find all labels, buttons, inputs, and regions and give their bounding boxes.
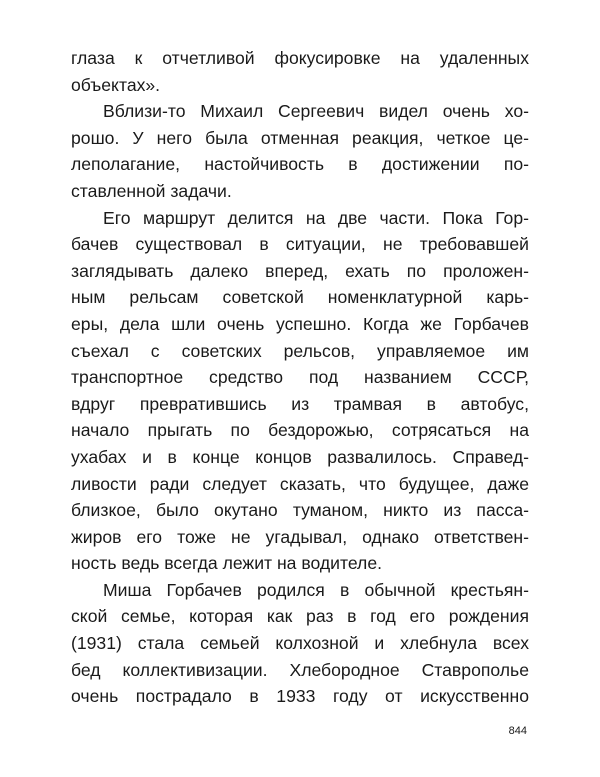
text-line: рошо. У него была отменная реакция, четкое це-	[71, 127, 529, 148]
text-line: глаза к отчетливой фокусировке на удаленных	[71, 48, 529, 68]
text-line: Миша Горбачев родился в обычной крестьян-	[103, 579, 529, 600]
text-line: ской семье, которая как раз в год его рождения	[71, 606, 529, 627]
text-line: Его маршрут делится на две части. Пока Гор-	[103, 207, 529, 228]
text-line: вдруг превратившись из трамвая в автобус,	[71, 393, 529, 414]
text-line: съехал с советских рельсов, управляемое им	[71, 340, 529, 361]
paragraph	[71, 577, 529, 710]
text-line: ставленной задачи.	[71, 180, 232, 201]
text-line: (1931) стала семьей колхозной и хлебнула всех	[71, 633, 529, 654]
text-line: жиров его тоже не угадывал, однако ответствен-	[71, 526, 529, 547]
text-line: бачев существовал в ситуации, не требовавшей	[71, 234, 529, 255]
text-line: ным рельсам советской номенклатурной карь-	[71, 287, 529, 308]
paragraph	[71, 205, 529, 577]
text-line: ливости ради следует сказать, что будущее, даже	[71, 473, 529, 494]
text-line: Вблизи-то Михаил Сергеевич видел очень хо-	[103, 101, 529, 122]
paragraph	[71, 98, 529, 204]
text-line: ность ведь всегда лежит на водителе.	[71, 553, 382, 574]
text-line: заглядывать далеко вперед, ехать по проложен-	[71, 260, 529, 281]
paragraph	[71, 45, 529, 98]
page-number: 844	[508, 725, 527, 737]
text-line: бед коллективизации. Хлебородное Ставрополье	[71, 659, 529, 680]
text-line: объектах».	[71, 74, 161, 95]
text-line: очень пострадало в 1933 году от искусственно	[71, 686, 529, 707]
text-line: ухабах и в конце концов развалилось. Справед-	[71, 446, 529, 467]
text-line: близкое, было окутано туманом, никто из пасса-	[71, 500, 529, 521]
page-text-body	[71, 45, 529, 710]
text-line: леполагание, настойчивость в достижении по-	[71, 154, 529, 175]
text-line: еры, дела шли очень успешно. Когда же Горбачев	[71, 313, 529, 334]
text-line: транспортное средство под названием СССР,	[71, 367, 529, 388]
text-line: начало прыгать по бездорожью, сотрясаться на	[71, 420, 529, 441]
